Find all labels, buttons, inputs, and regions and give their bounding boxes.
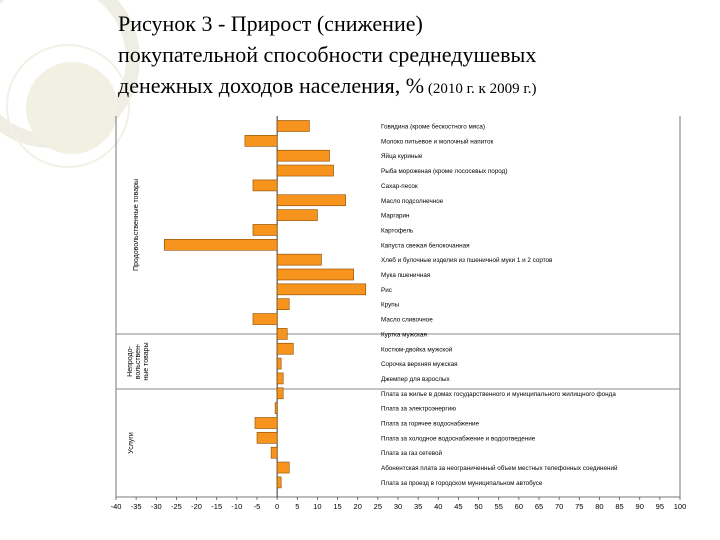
category-label: Крупы: [381, 301, 400, 309]
bar: [253, 314, 277, 325]
category-label: Плата за жилье в домах государственного и муниципального жилищного фонда: [381, 390, 616, 398]
category-label: Плата за газ сетевой: [381, 450, 443, 458]
category-label: Рыба мороженая (кроме лососевых пород): [381, 168, 508, 176]
x-tick-label: 85: [615, 502, 624, 511]
title-line-3-main: денежных доходов населения, %: [118, 73, 425, 98]
bar: [277, 269, 354, 280]
x-tick-label: 5: [295, 502, 300, 511]
bar: [277, 195, 345, 206]
x-tick-label: -30: [150, 502, 162, 511]
group-label: Непродо-: [127, 346, 134, 377]
category-label: Капуста свежая белокочанная: [381, 242, 470, 250]
category-label: Куртка мужская: [381, 331, 427, 339]
category-label: Яйца куриные: [381, 153, 423, 161]
x-tick-label: 20: [353, 502, 362, 511]
title-line-2: покупательной способности среднедушевых: [118, 42, 537, 67]
category-label: Плата за проезд в городском муниципальном автобусе: [381, 479, 543, 487]
x-tick-label: 15: [333, 502, 342, 511]
bar: [245, 135, 277, 146]
bar: [253, 180, 277, 191]
category-label: Масло подсолнечное: [381, 197, 444, 205]
category-label: Плата за электроэнергию: [381, 405, 456, 413]
x-tick-label: -40: [110, 502, 122, 511]
bar: [277, 343, 293, 354]
bar: [277, 328, 287, 339]
group-label: ные товары: [143, 342, 150, 381]
group-label: Услуги: [128, 432, 135, 454]
title-line-3-period: (2010 г. к 2009 г.): [424, 81, 537, 97]
category-label: Плата за холодное водоснабжение и водоотведение: [381, 435, 536, 443]
x-tick-label: 10: [313, 502, 322, 511]
category-label: Говядина (кроме бескостного мяса): [381, 123, 485, 131]
x-tick-label: 50: [474, 502, 483, 511]
x-tick-label: 90: [635, 502, 644, 511]
category-label: Джемпер для взрослых: [381, 375, 450, 383]
x-tick-label: 30: [393, 502, 403, 511]
x-tick-label: 40: [434, 502, 443, 511]
x-tick-label: 25: [373, 502, 383, 511]
x-tick-label: 35: [413, 502, 423, 511]
x-tick-label: -20: [191, 502, 202, 511]
bar: [271, 447, 277, 458]
category-label: Картофель: [381, 227, 414, 235]
title-line-1: Рисунок 3 - Прирост (снижение): [118, 11, 423, 36]
x-tick-label: 60: [514, 502, 524, 511]
category-label: Сорочка верхняя мужская: [381, 361, 458, 369]
bar: [277, 121, 309, 132]
x-tick-label: 80: [595, 502, 604, 511]
category-label: Сахар-песок: [381, 182, 418, 190]
category-label: Костюм-двойка мужской: [381, 346, 453, 354]
category-label: Хлеб и булочные изделия из пшеничной муки 1 и 2 сортов: [381, 257, 553, 265]
category-label: Плата за горячее водоснабжение: [381, 420, 479, 428]
x-tick-label: 100: [673, 502, 687, 511]
bar: [277, 210, 317, 221]
x-tick-label: 55: [494, 502, 503, 511]
group-label: Продовольственные товары: [133, 178, 140, 272]
bar: [277, 388, 283, 399]
x-tick-label: -10: [231, 502, 243, 511]
bar: [255, 418, 277, 429]
x-tick-label: -15: [211, 502, 223, 511]
group-label: вольствен-: [135, 343, 142, 380]
x-tick-label: -25: [171, 502, 182, 511]
x-tick-label: 70: [554, 502, 564, 511]
x-tick-label: 65: [534, 502, 544, 511]
category-label: Маргарин: [381, 212, 410, 220]
category-label: Абонентская плата за неограниченный объем местных телефонных соединений: [381, 465, 618, 473]
bar: [277, 358, 281, 369]
bar: [277, 477, 281, 488]
bar: [257, 432, 277, 443]
x-tick-label: 75: [575, 502, 584, 511]
category-label: Молоко питьевое и молочный напиток: [381, 138, 494, 146]
bar: [275, 403, 277, 414]
bar: [277, 150, 329, 161]
category-label: Мука пшеничная: [381, 272, 431, 279]
bar: [277, 284, 366, 295]
bar: [164, 239, 277, 250]
bar: [277, 299, 289, 310]
x-tick-label: 45: [454, 502, 463, 511]
bar: [253, 224, 277, 235]
bar: [277, 254, 321, 265]
bar: [277, 462, 289, 473]
bar: [277, 165, 333, 176]
category-label: Масло сливочное: [381, 316, 433, 324]
x-tick-label: 95: [655, 502, 665, 511]
x-tick-label: 0: [275, 502, 280, 511]
x-tick-label: -35: [130, 502, 142, 511]
bar: [277, 373, 283, 384]
x-tick-label: -5: [253, 502, 261, 511]
category-label: Рис: [381, 286, 392, 294]
